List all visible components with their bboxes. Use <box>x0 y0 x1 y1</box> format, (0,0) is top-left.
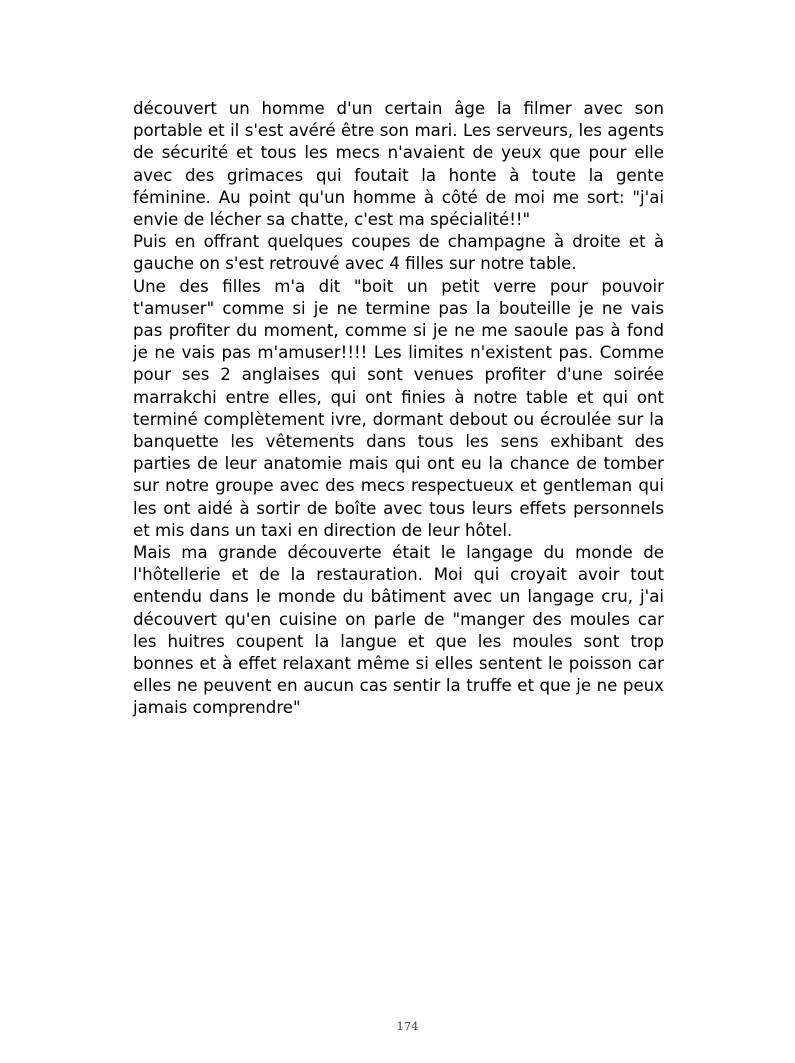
body-text <box>133 98 664 720</box>
paragraph-3: Une des filles m'a dit "boit un petit verre pour pouvoir t'amuser" comme si je ne termine pas la bouteille je ne vais pas profiter du moment, comme si je ne me saoule pas à fond je ne vais pas m'amuser!!!! Les limites n'existent pas. Comme pour ses 2 anglaises qui sont venues profiter d'une soirée marrakchi entre elles, qui ont finies à notre table et qui ont terminé complètement ivre, dormant debout ou écroulée sur la banquette les vêtements dans tous les sens exhibant des parties de leur anatomie mais qui ont eu la chance de tomber sur notre groupe avec des mecs respectueux et gentleman qui les ont aidé à sortir de boîte avec tous leurs effets personnels et mis dans un taxi en direction de leur hôtel. <box>133 276 664 540</box>
paragraph-2: Puis en offrant quelques coupes de champagne à droite et à gauche on s'est retrouvé avec 4 filles sur notre table. <box>133 232 664 274</box>
paragraph-1: découvert un homme d'un certain âge la filmer avec son portable et il s'est avéré être son mari. Les serveurs, les agents de sécurité et tous les mecs n'avaient de yeux que pour elle avec des grimaces qui foutait la honte à toute la gente féminine. Au point qu'un homme à côté de moi me sort: "j'ai envie de lécher sa chatte, c'est ma spécialité!!" <box>133 99 664 230</box>
page-number: 174 <box>396 1019 419 1033</box>
paragraph-4: Mais ma grande découverte était le langage du monde de l'hôtellerie et de la restauration. Moi qui croyait avoir tout entendu dans le monde du bâtiment avec un langage cru, j'ai découvert qu'en cuisine on parle de "manger des moules car les huitres coupent la langue et que les moules sont trop bonnes et à effet relaxant même si elles sentent le poisson car elles ne peuvent en aucun cas sentir la truffe et que je ne peux jamais comprendre" <box>133 543 664 718</box>
